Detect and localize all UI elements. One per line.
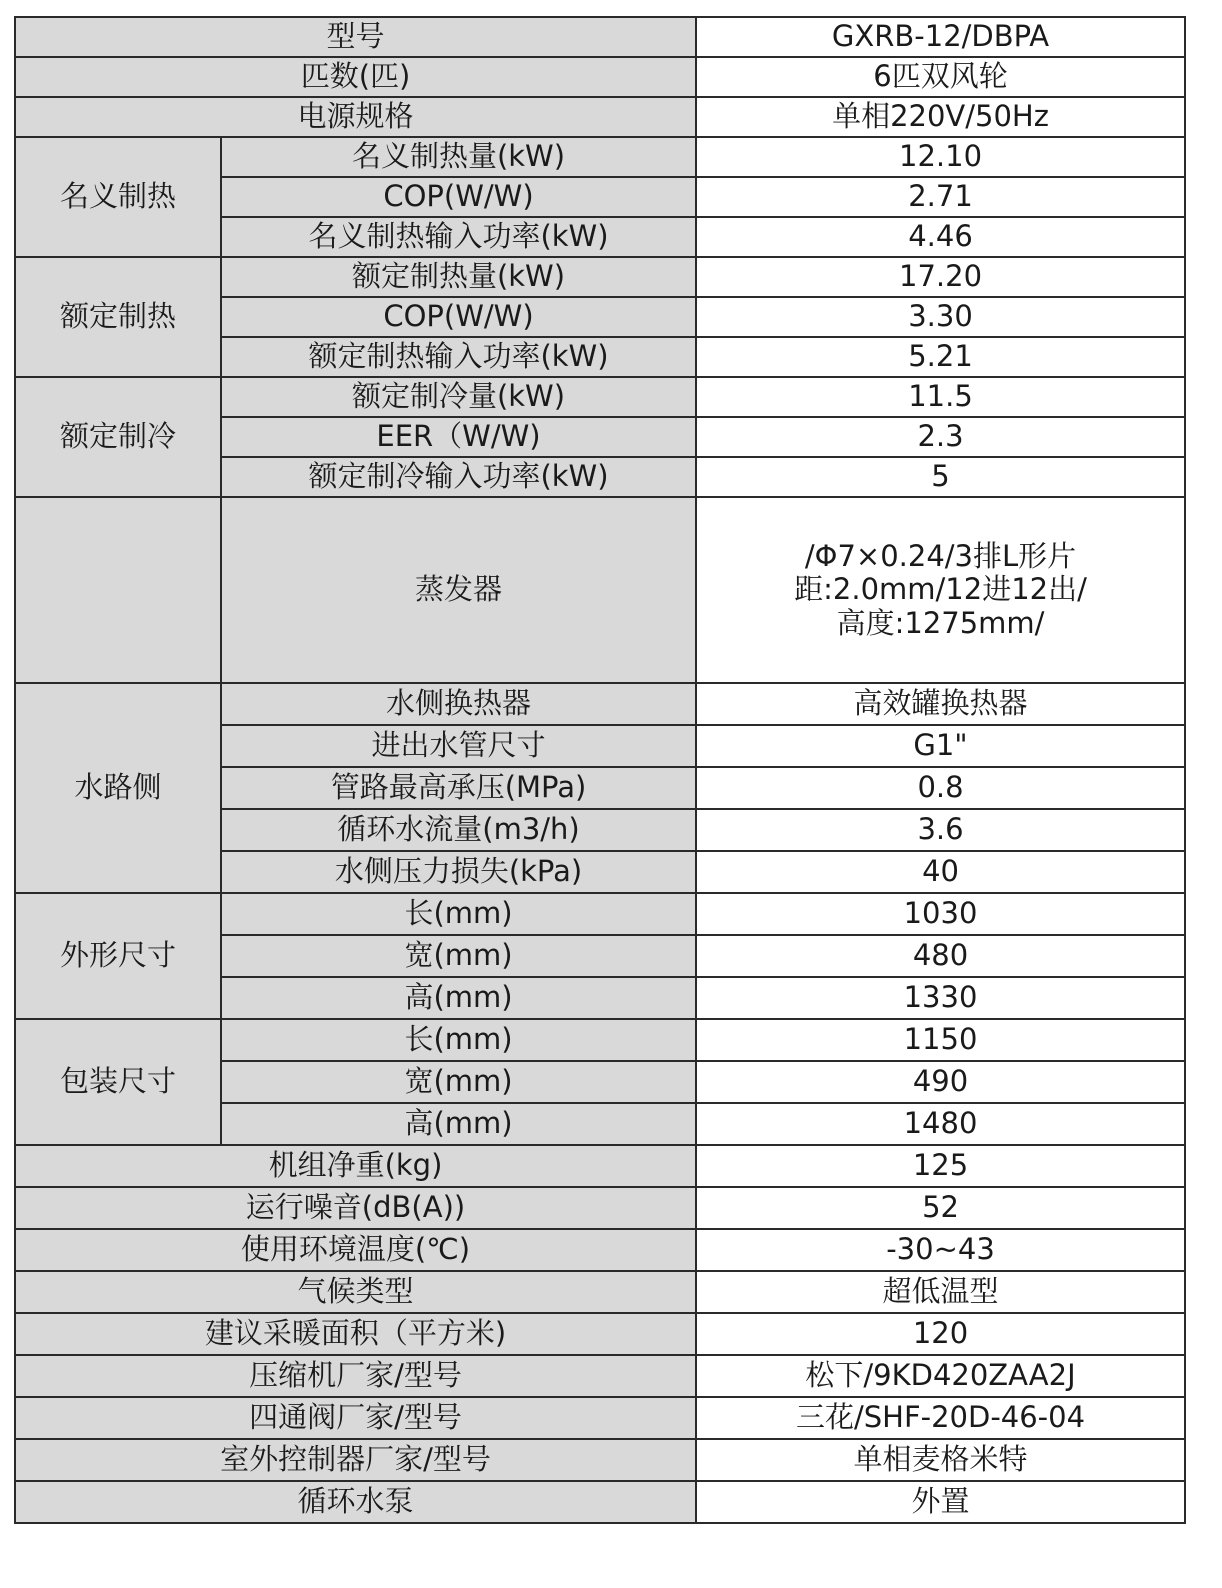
evaporator-line: 高度:1275mm/ [836,605,1045,640]
row-value: G1" [696,725,1185,767]
controller-label: 室外控制器厂家/型号 [15,1439,696,1481]
evaporator-value [696,497,1185,683]
table-row [15,1481,1185,1523]
row-label: 高(mm) [221,977,696,1019]
table-row [15,57,1185,97]
row-label: 长(mm) [221,893,696,935]
row-value: 12.10 [696,137,1185,177]
table-row [15,1397,1185,1439]
table-row [15,377,1185,417]
group-evaporator [15,497,221,683]
area-value: 120 [696,1313,1185,1355]
row-label: COP(W/W) [221,177,696,217]
table-row [15,893,1185,935]
power-label: 电源规格 [15,97,696,137]
row-label: 名义制热量(kW) [221,137,696,177]
row-label: 额定制热输入功率(kW) [221,337,696,377]
ambient-temp-value: -30~43 [696,1229,1185,1271]
pump-value: 外置 [696,1481,1185,1523]
row-label: 循环水流量(m3/h) [221,809,696,851]
row-value: 1330 [696,977,1185,1019]
net-weight-label: 机组净重(kg) [15,1145,696,1187]
model-value: GXRB-12/DBPA [696,17,1185,57]
compressor-value: 松下/9KD420ZAA2J [696,1355,1185,1397]
group-water-side: 水路侧 [15,683,221,893]
table-row [15,1145,1185,1187]
table-row [15,683,1185,725]
valve-label: 四通阀厂家/型号 [15,1397,696,1439]
table-row [15,1271,1185,1313]
table-row [15,1355,1185,1397]
row-label: 高(mm) [221,1103,696,1145]
row-label: 宽(mm) [221,935,696,977]
group-package-size: 包装尺寸 [15,1019,221,1145]
table-row [15,1187,1185,1229]
area-label: 建议采暖面积（平方米) [15,1313,696,1355]
row-label: 长(mm) [221,1019,696,1061]
hp-value: 6匹双风轮 [696,57,1185,97]
row-value: 1150 [696,1019,1185,1061]
table-row [15,1439,1185,1481]
controller-value: 单相麦格米特 [696,1439,1185,1481]
group-nominal-heating: 名义制热 [15,137,221,257]
evaporator-line: /Φ7×0.24/3排L形片 [804,538,1077,573]
row-label: 名义制热输入功率(kW) [221,217,696,257]
row-label: 水侧压力损失(kPa) [221,851,696,893]
row-value: 1480 [696,1103,1185,1145]
row-value: 40 [696,851,1185,893]
table-row [15,1229,1185,1271]
table-row [15,1019,1185,1061]
row-value: 5.21 [696,337,1185,377]
power-value: 单相220V/50Hz [696,97,1185,137]
pump-label: 循环水泵 [15,1481,696,1523]
row-label: COP(W/W) [221,297,696,337]
net-weight-value: 125 [696,1145,1185,1187]
table-row [15,497,1185,683]
row-value: 17.20 [696,257,1185,297]
group-rated-cooling: 额定制冷 [15,377,221,497]
noise-value: 52 [696,1187,1185,1229]
row-value: 4.46 [696,217,1185,257]
row-label: 额定制热量(kW) [221,257,696,297]
row-label: 水侧换热器 [221,683,696,725]
valve-value: 三花/SHF-20D-46-04 [696,1397,1185,1439]
model-label: 型号 [15,17,696,57]
evaporator-line: 距:2.0mm/12进12出/ [794,572,1087,607]
spec-table [14,16,1186,1524]
ambient-temp-label: 使用环境温度(℃) [15,1229,696,1271]
row-value: 1030 [696,893,1185,935]
table-row [15,257,1185,297]
row-value: 3.30 [696,297,1185,337]
row-label: 宽(mm) [221,1061,696,1103]
row-value: 0.8 [696,767,1185,809]
row-value: 2.71 [696,177,1185,217]
row-value: 490 [696,1061,1185,1103]
hp-label: 匹数(匹) [15,57,696,97]
row-label: EER（W/W) [221,417,696,457]
climate-label: 气候类型 [15,1271,696,1313]
group-rated-heating: 额定制热 [15,257,221,377]
table-row [15,17,1185,57]
row-value: 11.5 [696,377,1185,417]
row-value: 3.6 [696,809,1185,851]
compressor-label: 压缩机厂家/型号 [15,1355,696,1397]
row-label: 管路最高承压(MPa) [221,767,696,809]
climate-value: 超低温型 [696,1271,1185,1313]
row-value: 高效罐换热器 [696,683,1185,725]
table-row [15,97,1185,137]
evaporator-label: 蒸发器 [221,497,696,683]
row-value: 2.3 [696,417,1185,457]
row-label: 额定制冷输入功率(kW) [221,457,696,497]
row-label: 进出水管尺寸 [221,725,696,767]
row-value: 5 [696,457,1185,497]
group-outer-size: 外形尺寸 [15,893,221,1019]
row-value: 480 [696,935,1185,977]
table-row [15,137,1185,177]
noise-label: 运行噪音(dB(A)) [15,1187,696,1229]
row-label: 额定制冷量(kW) [221,377,696,417]
table-row [15,1313,1185,1355]
